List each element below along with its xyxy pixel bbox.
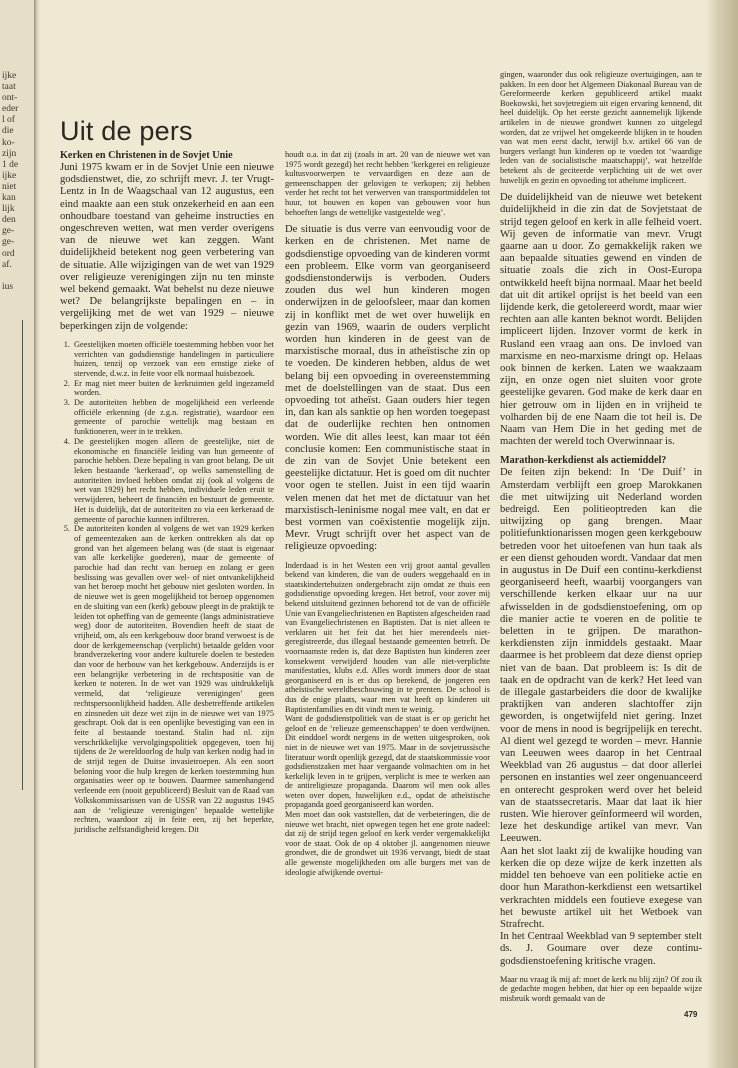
column-1 xyxy=(60,150,274,835)
page-title: Uit de pers xyxy=(60,116,193,146)
book-spine-shadow xyxy=(34,0,40,1068)
provisions-list xyxy=(60,340,274,835)
list-item: 5. De autoriteiten konden al volgens de wet van 1929 kerken of gemeentezaken aan de kerken onttrekken als dat op grond van het algemeen belang was (de staat is eigenaar van alle kerkelijke goederen), maar de gemeente of parochie had dan recht van beroep en zolang er geen beslissing was gevallen over wel- of niet ontvankelijkheid van het beroep mocht het gebouw niet gesloten worden. In de nieuwe wet is geen mogelijkheid tot beroep opgenomen en de sluiting van een (kerk) gebouw pleegt in de praktijk te leiden tot opheffing van de gemeente (langs administratieve weg) door de autoriteiten. Bovendien heeft de staat de vrijheid, om, als een kerkgebouw door brand verwoest is de door de kerkgemeenschap (verplicht) betaalde gelden voor brandverzekering voor andere kulturele doelen te besteden dan voor de herbouw van het kerkgebouw. Anderzijds is er een belangrijke verbetering in de rechtspositie van de kerken te noteren. In de wet van 1929 was uitdrukkelijk vermeld, dat ‘religieuze verenigingen’ geen rechtspersoonlijkheid hadden. Alle desbetreffende artikelen en zinsneden uit deze wet zijn in de nieuwe wet van 1975 geschrapt. Ook dat is een openlijke bevestiging van een in feite al bestaande toestand. Stalin had nl. zijn verschrikkelijke vervolgingspolitiek opgegeven, toen hij tijdens de 2e wereldoorlog de hulp van kerken nodig had in de strijd tegen de Duitse invasietroepen. Als een soort beloning voor die hulp kregen de kerken toestemming hun organisaties weer op te bouwen. Daarmee samenhangend verleende een (nooit gepubliceerd) Besluit van de Raad van Volkskommissarissen van de USSR van 22 augustus 1945 aan de ‘religieuze verenigingen’ bepaalde wettelijke rechten, waardoor zij in feite een, zij het beperkte, juridische zelfstandigheid kregen. Dit xyxy=(72,524,274,835)
margin-fragment: 1 de xyxy=(2,159,19,170)
section-heading: Marathon-kerkdienst als actiemiddel? xyxy=(500,455,667,467)
left-page-margin xyxy=(0,0,34,1068)
previous-page-box-edge xyxy=(0,320,23,790)
quote-paragraph: Men moet dan ook vaststellen, dat de verbeteringen, die de nieuwe wet bracht, niet opwegen tegen het ene grote nadeel: dat zij de strijd tegen geloof en kerk verder vergemakkelijkt voor de staat. Ook de op 4 oktober jl. aangenomen nieuwe grondwet, die de grondwet uit 1936 vervangt, biedt de staat alle gewenste mogelijkheden om alle burgers met van de ideologie afwijkende overtui- xyxy=(285,810,490,877)
article-heading: Kerken en Christenen in de Sovjet Unie xyxy=(60,150,233,161)
margin-fragment: af. xyxy=(2,259,12,270)
margin-fragment: kan xyxy=(2,193,16,204)
margin-fragment: zijn xyxy=(2,148,17,159)
margin-fragment: niet xyxy=(2,181,17,192)
margin-fragment: ijke xyxy=(2,71,17,81)
margin-fragment: eder xyxy=(2,104,19,115)
margin-fragment: ko- xyxy=(2,137,15,148)
quote-paragraph: Want de godsdienstpolitiek van de staat is er op gericht het geloof en de ‘relieuze gemeenschappen’ te doen verdwijnen. Dit einddoel wordt nergens in de wetten uitgesproken, ook niet in de nieuwe wet van 1975. Maar in de sovjetrussische literatuur wordt openlijk gezegd, dat de staatskommissie voor godsdienstzaken met haar vergaande volmachten om in het kerkelijk leven in te grijpen, verplicht is mee te werken aan de antireligieuze propaganda. Daarom wil men ook alles weten over dopen, huwelijken e.d., opdat de atheïstische propaganda goed georganiseerd kan worden. xyxy=(285,714,490,810)
paragraph: De feiten zijn bekend: In ‘De Duif’ in Amsterdam verblijft een groep Marokkanen die met uitwijzing uit Nederland worden bedreigd. Een politieoptreden kan die uitwijzing op gang brengen. Maar politiefunktionarissen mogen geen kerkgebouw betreden voor het uitoefenen van hun taak als er een dienst gehouden wordt. Vandaar dat men in augustus in De Duif een continu-kerkdienst georganiseerd heeft, waarbij voorgangers van verschillende kerken elkaar uur na uur afwisselden in de godsdienstoefening, om op die manier actie te voeren en de politie te beletten in te grijpen. De marathon-kerkdiensten zijn inmiddels gestaakt. Maar daarmee is het probleem dat deze dienst opriep niet van de baan. Dat probleem is: Is dit de taak en de opdracht van de kerk? Het leed van de illegale gastarbeiders die door de kwalijke praktijken van anderen slachtoffer zijn geworden, is ongetwijfeld niet gering. Inzet voor de mens in nood is begrijpelijk en terecht. Al dient wel gezegd te worden – mevr. Hannie van Leeuwen wees daarop in het Centraal Weekblad van 26 augustus – dat door allerlei personen en instanties wel zeer ongenuanceerd en onterecht gesproken werd over het beleid van de staatssecretaris. Maar dat laat ik hier rusten. Wie hierover geïnformeerd wil worden, leze het deskundige artikel van mevr. Van Leeuwen. xyxy=(500,467,702,845)
margin-fragment: l of xyxy=(2,115,15,126)
list-item: 1. Geestelijken moeten officiële toestemming hebben voor het verrichten van godsdienstige handelingen in particuliere huizen, tenzij op verzoek van een ernstige zieke of stervende, d.w.z. in feite voor elk normaal huisbezoek. xyxy=(72,340,274,379)
margin-fragment: ord xyxy=(2,248,15,259)
paragraph: De duidelijkheid van de nieuwe wet betekent duidelijkheid in die zin dat de Sovjetstaat de strijd tegen geloof en kerk in alle felheid voert. Wij geven de informatie van mevr. Vrugt gaarne aan u door. Zo gemakkelijk raken we aan bepaalde situaties gewend en vinden de situatie zoals die zich in Oost-Europa ontwikkeld heeft bijna normaal. Maar het beeld dat uit dit artikel oprijst is het beeld van een lijdende kerk, die getolereerd wordt, maar wier rechten aan alle kanten beknot wordt. Belijden impliceert lijden. Inzover vormt de kerk in Rusland een vraag aan ons. De invloed van marxisme en neo-marxisme dringt op. Helaas ook binnen de kerken. Laten we waakzaam zijn, en onze ogen niet sluiten voor grote geestelijke gevaren. God make de kerk daar en hier getrouw om in lijden en in vrijheid te volharden bij de ene Naam die tot heil is. De Naam van Hem Die in het geding met de machten der wereld toch Overwinnaar is. xyxy=(500,192,702,448)
margin-fragment: ont- xyxy=(2,93,18,104)
margin-fragment: den xyxy=(2,215,16,226)
paragraph: Maar nu vraag ik mij af: moet de kerk nu blij zijn? Of zou ik de gedachte mogen hebben, dat hier op een bepaalde wijze misbruik wordt gemaakt van de xyxy=(500,974,702,1003)
quote-paragraph: gingen, waaronder dus ook religieuze overtuigingen, aan te pakken. In een door het Algemeen Diakonaal Bureau van de Gereformeerde kerken gepubliceerd artikel maakt Boekowski, het sovjetregiem uit eigen ervaring kennend, dit heel duidelijk. Op het eerste gezicht aannemelijk lijkende artikelen in de nieuwe grondwet kunnen zo uitgelegd worden, dat ze vrijwel het omgekeerde blijken in te houden van wat men eerst dacht, terwijl b.v. artikel 66 van de burgers verlangt hun kinderen op te voeden tot ‘waardige leden van de socialistische maatschappij’, wat hetzelfde betekent als de geciteerde verplichting uit de wet over huwelijk en gezin en opvoeding tot atheïsme impliceert. xyxy=(500,70,702,185)
list-item: 4. De geestelijken mogen alleen de geestelijke, niet de ekonomische en financiële leiding van hun gemeente of parochie hebben. Deze bepaling is van groot belang. De uit leken bestaande ‘kerkeraad’, op welks samenstelling de autoriteiten invloed hebben omdat zij (ook al volgens de wet van 1929) het recht hebben, individuele leden eruit te verwijderen, beheert de financiën en bestuurt de gemeente. Het is duidelijk, dat de autoriteiten zo via een kerkeraad de gemeente of parochie kunnen infiltreren. xyxy=(72,437,274,524)
previous-page-fragments xyxy=(2,71,32,293)
margin-fragment: ge- xyxy=(2,237,15,248)
margin-fragment: die xyxy=(2,126,14,137)
list-item: 2. Er mag niet meer buiten de kerkruimten geld ingezameld worden. xyxy=(72,379,274,398)
paragraph: In het Centraal Weekblad van 9 september stelt ds. J. Goumare over deze continu-godsdienstoefening kritische vragen. xyxy=(500,931,702,967)
margin-fragment: ge- xyxy=(2,226,15,237)
margin-fragment: ius xyxy=(2,281,14,292)
margin-fragment: lijk xyxy=(2,204,15,215)
paragraph: houdt o.a. in dat zij (zoals in art. 20 van de nieuwe wet van 1975 wordt gezegd) het recht hebben ‘kerkgerei en religieuze kultusvoorwerpen te vervaardigen en deze aan de gemeenschappen der gelovigen te verkopen; zij hebben verder het recht tot het verwerven van transportmiddelen tot huur, tot bouwen en kopen van gebouwen voor hun behoeften langs de wettelijke vastgestelde weg’. xyxy=(285,150,490,217)
margin-fragment xyxy=(2,271,32,282)
list-item: 3. De autoriteiten hebben de mogelijkheid een verleende officiële erkenning (de z.g.n. registratie), waardoor een gemeente of parochie wettelijk mag bestaan en funktioneren, weer in te trekken. xyxy=(72,398,274,437)
column-3 xyxy=(500,70,702,1011)
page-number: 479 xyxy=(684,1010,698,1019)
quote-paragraph: Inderdaad is in het Westen een vrij groot aantal gevallen bekend van kinderen, die van de ouders weggehaald en in staatskindertehuizen ondergebracht zijn omdat ze thuis een godsdienstige opvoeding kregen. Het betrof, voor zover mij bekend uitsluitend gezinnen behorend tot de van de officiële Unie van Evangeliechristenen en Baptisten afgescheiden raad van Evangeliechristenen en Baptisten. Dat is niet alleen te verklaren uit het feit dat het hier merendeels niet-geregistreerde, dus illegaal bestaande gemeenten betreft. De voornaamste reden is, dat deze Baptisten hun kinderen zeer konsekwent verwijderd houden van alle niet-verplichte manifestaties, klubs e.d. Alles wordt immers door de staat georganiseerd en is er dus op berekend, de jongeren een atheïstische wereldbeschouwing in te prenten. De school is dus de enige plaats, waar men vat heeft op kinderen uit Baptistenfamilies en dit vindt men te weinig. xyxy=(285,560,490,714)
column-2 xyxy=(285,150,490,884)
margin-fragment: ijke xyxy=(2,170,17,181)
paragraph: De situatie is dus verre van eenvoudig voor de kerken en de christenen. Met name de godsdienstige opvoeding van de kinderen vormt een probleem. Elke vorm van georganiseerd godsdienstonderwijs is verboden. Ouders zouden dus wel hun kinderen mogen onderwijzen in de geloofsleer, maar dan komen zij in konflikt met de wet over huwelijk en gezin van 1969, waarin de ouders verplicht worden hun kinderen in de geest van de marxistische moraal, dus in atheïstische zin op te voeden. De kinderen hebben, aldus de wet belang bij een opvoeding in overeenstemming met de doelstellingen van de staat. Dus een opvoeding tot atheïst. Gaan ouders hier tegen in, dan kan als sanktie op hen worden toegepast dat de ouderlijke rechten hen ontnomen worden. Wie dit alles leest, kan maar tot één conclusie komen: Een communistische staat in de zin van de Sovjet Unie betekent een geestelijke dictatuur. Het is goed om dit nuchter voor ogen te stellen. Juist in een tijd waarin velen menen dat het met de dictatuur van het marxistisch-leninisme nogal mee valt, en dat er best vormen van coëxistentie mogelijk zijn. Mevr. Vrugt schrijft over het aspect van de religieuze opvoeding: xyxy=(285,224,490,553)
margin-fragment: taat xyxy=(2,82,16,93)
paragraph: Aan het slot laakt zij de kwalijke houding van kerken die op deze wijze de kerk inzetten als middel ten behoeve van een politieke actie en door hun Marathon-kerkdienst een wetsartikel verkrachten middels een foutieve exegese van het bewuste artikel uit het Wetboek van Strafrecht. xyxy=(500,845,702,930)
article-intro: Juni 1975 kwam er in de Sovjet Unie een nieuwe godsdienstwet, die, zo schrijft mevr. J. ter Vrugt-Lentz in In de Waagschaal van 12 augustus, een eind maakte aan een stuk onzekerheid en aan een onhoudbare toestand van geheime instructies en ongeschreven wetten, wat men verder overigens van de nieuwe wet kan zeggen. Want duidelijkheid betekent nog geen verbetering van de situatie. Alle wijzigingen van de wet van 1929 over religieuze verenigingen zijn nu ten minste wel bekend gemaakt. Wat behelst nu deze nieuwe wet? De belangrijkste bepalingen en – in vergelijking met de wet van 1929 – nieuwe beperkingen zijn de volgende: xyxy=(60,162,274,332)
page-edge-shadow xyxy=(706,0,738,1068)
